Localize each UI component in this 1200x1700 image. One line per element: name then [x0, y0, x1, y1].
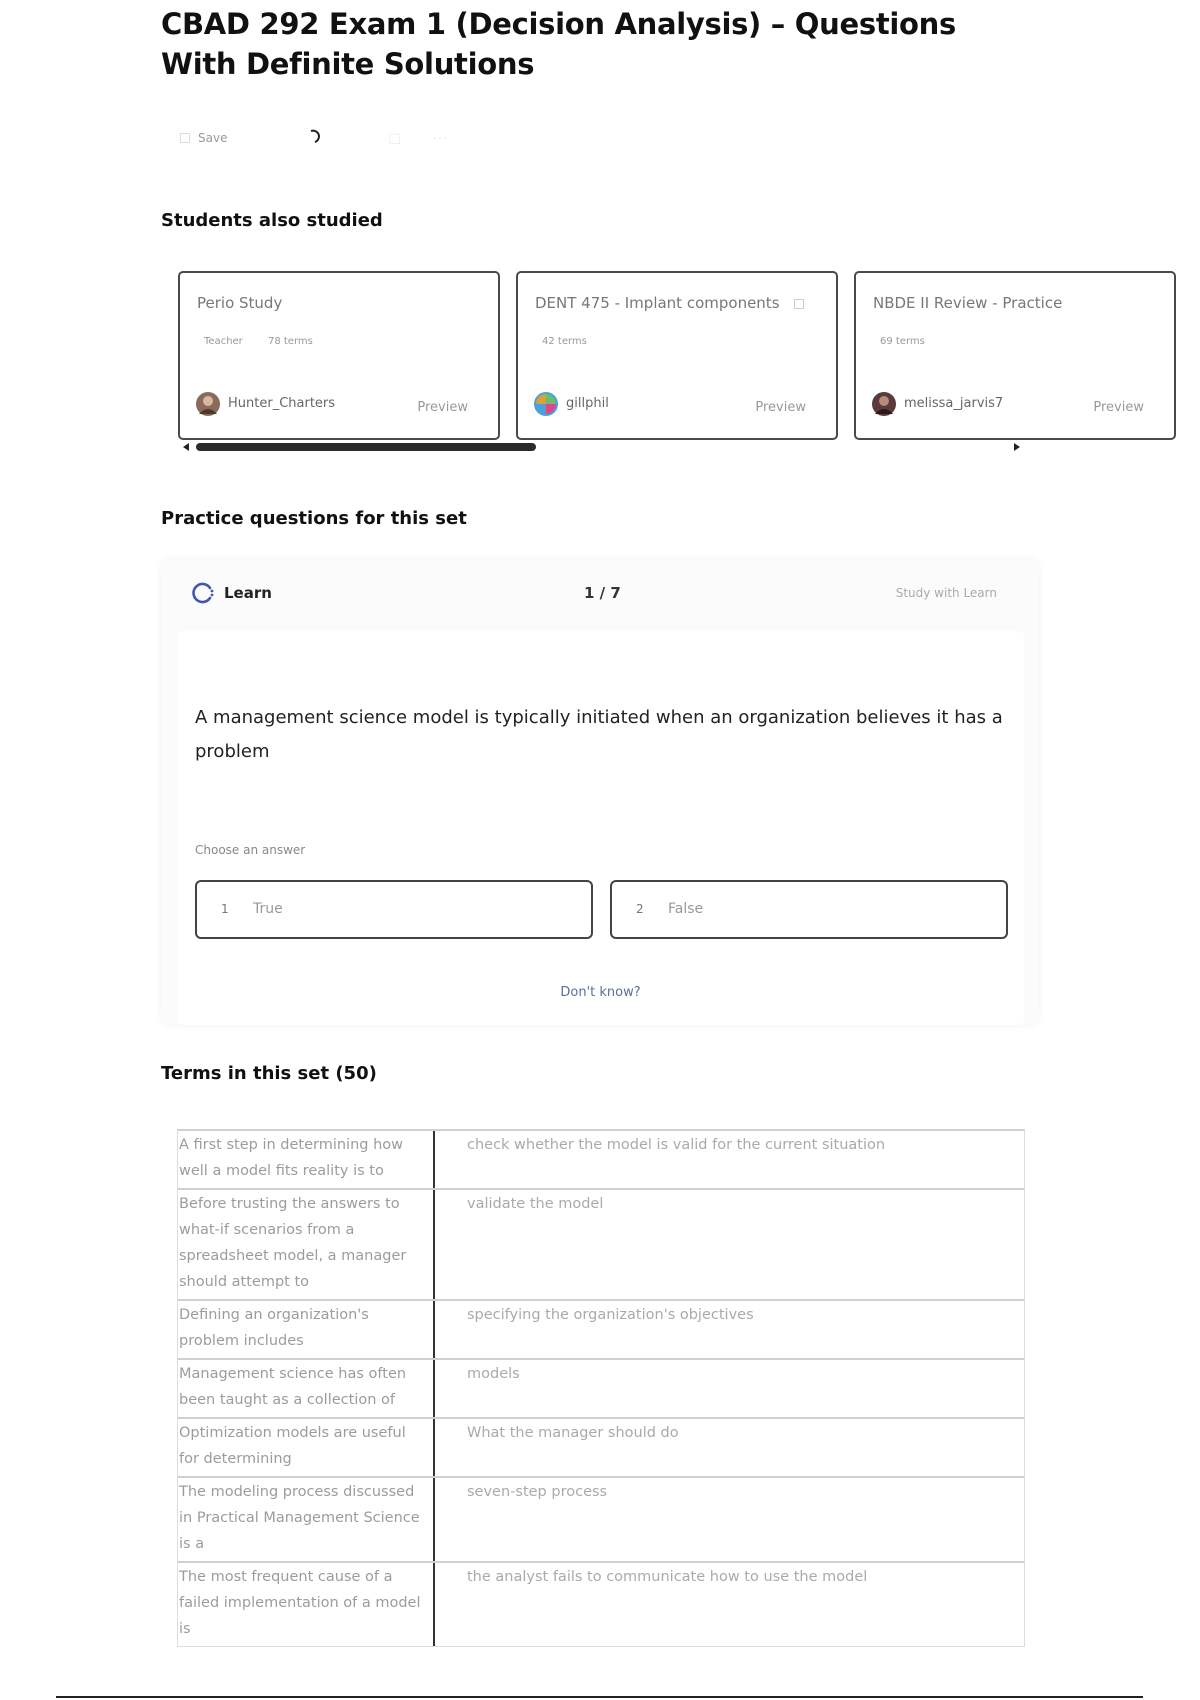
definition-text: validate the model	[467, 1196, 604, 1212]
preview-button[interactable]: Preview	[417, 400, 468, 415]
term-row	[177, 1358, 1025, 1417]
students-also-studied-heading: Students also studied	[161, 210, 383, 231]
study-set-card[interactable]	[178, 271, 500, 440]
teacher-badge: Teacher	[204, 336, 243, 347]
term-row	[177, 1417, 1025, 1476]
bottom-divider	[56, 1696, 1143, 1698]
answer-number: 2	[636, 902, 644, 916]
study-set-card[interactable]	[854, 271, 1176, 440]
learn-icon	[190, 581, 214, 605]
answer-text: False	[668, 901, 704, 917]
question-card	[177, 631, 1024, 1025]
term-count: 78 terms	[267, 336, 313, 347]
question-text: A management science model is typically initiated when an organization believes it has a problem	[195, 707, 1003, 762]
term-count: 69 terms	[880, 336, 925, 347]
learn-header	[161, 559, 1039, 625]
preview-button[interactable]: Preview	[1093, 400, 1144, 415]
term-text: Defining an organization's problem includes	[178, 1301, 435, 1358]
term-row	[177, 1561, 1025, 1647]
definition-text: specifying the organization's objectives	[467, 1307, 754, 1323]
card-title-text: DENT 475 - Implant components	[535, 294, 780, 312]
terms-table	[177, 1129, 1025, 1647]
question-progress: 1 / 7	[584, 584, 621, 602]
card-meta	[542, 336, 609, 347]
card-meta	[204, 336, 335, 347]
term-row	[177, 1129, 1025, 1188]
students-also-studied-carousel	[178, 271, 1144, 441]
term-text: The modeling process discussed in Practical Management Science is a	[178, 1478, 435, 1561]
card-author[interactable]: gillphil	[566, 396, 609, 411]
save-checkbox-icon[interactable]	[180, 133, 190, 143]
scroll-left-arrow-icon[interactable]	[183, 443, 189, 451]
study-set-card[interactable]	[516, 271, 838, 440]
preview-button[interactable]: Preview	[755, 400, 806, 415]
definition-text: check whether the model is valid for the current situation	[467, 1137, 886, 1153]
share-icon[interactable]: ◻	[388, 128, 402, 147]
term-text: Management science has often been taught as a collection of	[178, 1360, 435, 1417]
definition-text: the analyst fails to communicate how to use the model	[467, 1569, 868, 1585]
scroll-right-arrow-icon[interactable]	[1014, 443, 1020, 451]
answer-option-true[interactable]	[195, 880, 593, 939]
definition-text: seven-step process	[467, 1484, 608, 1500]
learn-panel	[161, 559, 1039, 1025]
term-text: A first step in determining how well a model fits reality is to	[178, 1131, 435, 1188]
term-text: The most frequent cause of a failed implementation of a model is	[178, 1563, 435, 1646]
more-icon[interactable]: ⋯	[432, 128, 448, 147]
toolbar	[180, 128, 448, 148]
definition-text: What the manager should do	[467, 1425, 679, 1441]
answer-text: True	[253, 901, 283, 917]
avatar	[872, 392, 896, 416]
loading-spinner-icon	[308, 128, 322, 144]
card-author[interactable]: melissa_jarvis7	[904, 396, 1004, 411]
term-row	[177, 1188, 1025, 1299]
carousel-scrollbar[interactable]	[180, 442, 1025, 454]
avatar	[196, 392, 220, 416]
learn-mode-label: Learn	[224, 584, 272, 602]
save-button[interactable]: Save	[198, 131, 228, 145]
page-title: CBAD 292 Exam 1 (Decision Analysis) – Questions With Definite Solutions	[161, 7, 956, 81]
practice-questions-heading: Practice questions for this set	[161, 508, 467, 529]
document-icon	[794, 299, 804, 309]
answer-number: 1	[221, 902, 229, 916]
scrollbar-thumb[interactable]	[196, 443, 536, 451]
term-row	[177, 1476, 1025, 1561]
card-title	[535, 294, 804, 312]
dont-know-link[interactable]: Don't know?	[560, 985, 641, 1000]
card-meta	[880, 336, 947, 347]
choose-answer-label: Choose an answer	[195, 843, 306, 857]
definition-text: models	[467, 1366, 520, 1382]
avatar	[534, 392, 558, 416]
term-row	[177, 1299, 1025, 1358]
term-text: Before trusting the answers to what-if scenarios from a spreadsheet model, a manager should attempt to	[178, 1190, 435, 1299]
card-title: NBDE II Review - Practice	[873, 294, 1063, 312]
term-text: Optimization models are useful for determining	[178, 1419, 435, 1476]
card-author[interactable]: Hunter_Charters	[228, 396, 336, 411]
answer-option-false[interactable]	[610, 880, 1008, 939]
term-count: 42 terms	[542, 336, 587, 347]
card-title: Perio Study	[197, 294, 283, 312]
terms-heading: Terms in this set (50)	[161, 1063, 377, 1084]
study-with-learn-link[interactable]: Study with Learn	[895, 586, 997, 600]
